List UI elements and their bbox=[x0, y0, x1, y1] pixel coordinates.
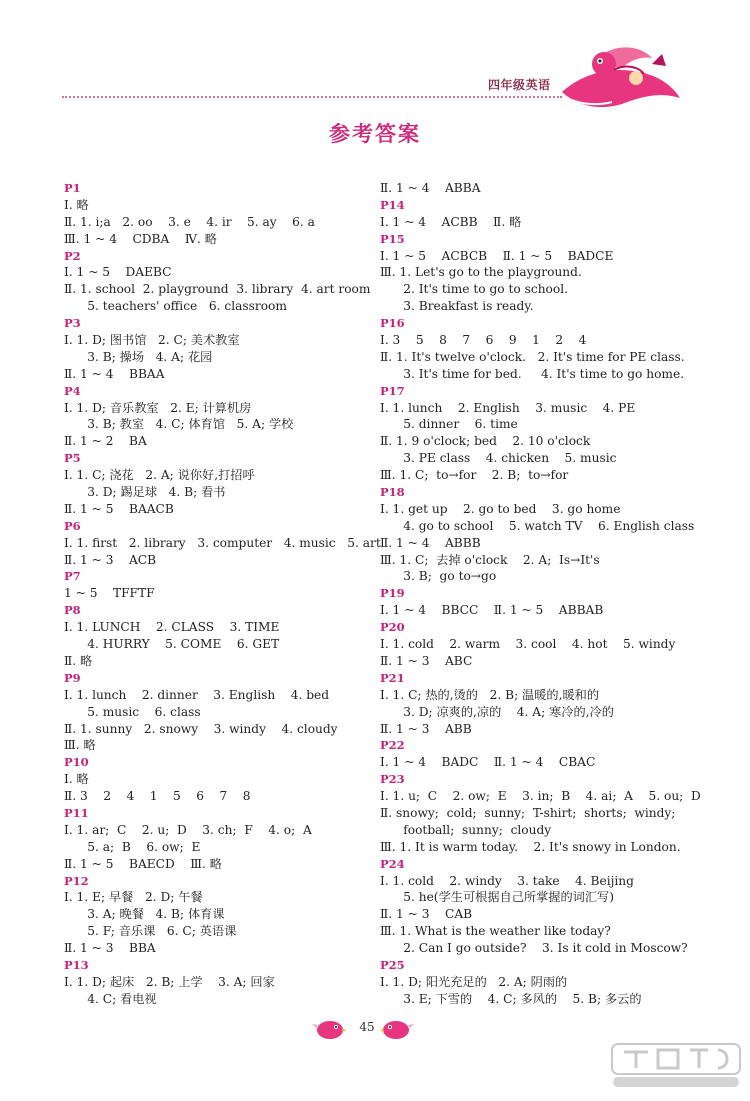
answer-line: 3. Breakfast is ready. bbox=[380, 299, 534, 314]
section-heading: P18 bbox=[380, 485, 405, 500]
answer-line: Ⅰ. 1. first 2. library 3. computer 4. music 5. art bbox=[64, 535, 381, 550]
answer-line: 3. A; 晚餐 4. B; 体育课 bbox=[64, 907, 225, 922]
answer-line: Ⅱ. 1. school 2. playground 3. library 4. art room bbox=[64, 282, 371, 297]
answer-line: Ⅰ. 1 ~ 5 DAEBC bbox=[64, 265, 172, 280]
page-title: 参考答案 bbox=[329, 122, 421, 146]
section-heading: P5 bbox=[64, 451, 81, 466]
answer-line: Ⅱ. 1 ~ 5 BAACB bbox=[64, 501, 174, 516]
header-tag: 四年级英语 bbox=[488, 78, 551, 92]
answer-line: 1 ~ 5 TFFTF bbox=[64, 586, 155, 601]
section-heading: P21 bbox=[380, 670, 405, 685]
answer-line: Ⅲ. 1 ~ 4 CDBA Ⅳ. 略 bbox=[64, 231, 217, 246]
answer-line: Ⅲ. 1. It is warm today. 2. It's snowy in London. bbox=[380, 839, 681, 854]
answer-line: Ⅰ. 1. C; 热的,烫的 2. B; 温暖的,暖和的 bbox=[380, 687, 600, 702]
answer-line: Ⅱ. 略 bbox=[64, 653, 93, 668]
section-heading: P13 bbox=[64, 957, 89, 972]
answer-line: 3. D; 踢足球 4. B; 看书 bbox=[64, 485, 226, 500]
answer-column-right bbox=[380, 180, 710, 1008]
section-heading: P4 bbox=[64, 383, 81, 398]
answer-line: Ⅰ. 1. C; 浇花 2. A; 说你好,打招呼 bbox=[64, 468, 255, 483]
section-heading: P7 bbox=[64, 569, 81, 584]
answer-line: Ⅰ. 略 bbox=[64, 772, 89, 787]
section-heading: P25 bbox=[380, 957, 405, 972]
answer-line: Ⅱ. 1. sunny 2. snowy 3. windy 4. cloudy bbox=[64, 721, 338, 736]
answer-line: Ⅱ. 1 ~ 3 ABB bbox=[380, 721, 472, 736]
page-number: 45 bbox=[359, 1020, 375, 1034]
answer-line: Ⅰ. 1. D; 图书馆 2. C; 美术教室 bbox=[64, 333, 240, 348]
answer-line: 5. F; 音乐课 6. C; 英语课 bbox=[64, 924, 237, 939]
answer-line: Ⅰ. 1. D; 音乐教室 2. E; 计算机房 bbox=[64, 400, 252, 415]
answer-line: Ⅱ. 1 ~ 4 ABBA bbox=[380, 181, 481, 195]
answer-line: Ⅱ. 1. It's twelve o'clock. 2. It's time for PE class. bbox=[380, 349, 685, 364]
answer-line: Ⅱ. 1 ~ 2 BA bbox=[64, 434, 147, 449]
answer-line: 3. B; 操场 4. A; 花园 bbox=[64, 349, 213, 364]
section-heading: P15 bbox=[380, 231, 405, 246]
answer-line: Ⅱ. 1 ~ 3 ABC bbox=[380, 653, 473, 668]
header-divider bbox=[62, 96, 562, 98]
answer-line: Ⅱ. 1 ~ 3 BBA bbox=[64, 941, 156, 956]
answer-line: Ⅲ. 1. Let's go to the playground. bbox=[380, 265, 582, 280]
answer-line: 5. a; B 6. ow; E bbox=[64, 839, 201, 854]
bird-icon bbox=[312, 1016, 346, 1040]
answer-line: Ⅰ. 1. D; 起床 2. B; 上学 3. A; 回家 bbox=[64, 974, 275, 989]
answer-line: Ⅲ. 1. What is the weather like today? bbox=[380, 924, 611, 939]
section-heading: P9 bbox=[64, 670, 81, 685]
bird-icon bbox=[380, 1016, 414, 1040]
watermark-logo bbox=[606, 1040, 746, 1098]
answer-line: Ⅰ. 1. lunch 2. dinner 3. English 4. bed bbox=[64, 687, 330, 702]
answer-line: 3. E; 下雪的 4. C; 多风的 5. B; 多云的 bbox=[380, 991, 642, 1006]
section-heading: P3 bbox=[64, 316, 81, 331]
answer-line: Ⅰ. 略 bbox=[64, 197, 89, 212]
section-heading: P1 bbox=[64, 181, 81, 195]
answer-line: football; sunny; cloudy bbox=[380, 822, 552, 837]
section-heading: P12 bbox=[64, 873, 89, 888]
answer-line: 3. It's time for bed. 4. It's time to go home. bbox=[380, 366, 685, 381]
section-heading: P2 bbox=[64, 248, 81, 263]
section-heading: P6 bbox=[64, 518, 81, 533]
answer-line: Ⅱ. 1. i;a 2. oo 3. e 4. ir 5. ay 6. a bbox=[64, 214, 315, 229]
answer-line: Ⅰ. 1. cold 2. warm 3. cool 4. hot 5. windy bbox=[380, 637, 676, 652]
answer-line: 3. PE class 4. chicken 5. music bbox=[380, 451, 617, 466]
answer-line: Ⅱ. 1 ~ 4 BBAA bbox=[64, 366, 165, 381]
answer-column-left bbox=[64, 180, 381, 1008]
section-heading: P22 bbox=[380, 738, 405, 753]
answer-line: 5. dinner 6. time bbox=[380, 417, 518, 432]
answer-line: Ⅱ. 1 ~ 3 ACB bbox=[64, 552, 157, 567]
answer-line: Ⅱ. snowy; cold; sunny; T-shirt; shorts; windy; bbox=[380, 805, 676, 820]
section-heading: P24 bbox=[380, 856, 405, 871]
answer-line: Ⅰ. 1 ~ 4 BADC Ⅱ. 1 ~ 4 CBAC bbox=[380, 755, 596, 770]
answer-line: 4. go to school 5. watch TV 6. English class bbox=[380, 518, 695, 533]
answer-line: Ⅰ. 1. LUNCH 2. CLASS 3. TIME bbox=[64, 620, 280, 635]
section-heading: P11 bbox=[64, 805, 89, 820]
section-heading: P16 bbox=[380, 316, 405, 331]
answer-line: Ⅱ. 1 ~ 5 BAECD Ⅲ. 略 bbox=[64, 856, 222, 871]
section-heading: P10 bbox=[64, 755, 89, 770]
answer-line: Ⅰ. 1. D; 阳光充足的 2. A; 阴雨的 bbox=[380, 974, 568, 989]
answer-line: Ⅰ. 1. lunch 2. English 3. music 4. PE bbox=[380, 400, 636, 415]
answer-line: Ⅰ. 1 ~ 4 BBCC Ⅱ. 1 ~ 5 ABBAB bbox=[380, 603, 604, 618]
answer-line: Ⅰ. 1 ~ 5 ACBCB Ⅱ. 1 ~ 5 BADCE bbox=[380, 248, 614, 263]
answer-line: 5. he(学生可根据自己所掌握的词汇写) bbox=[380, 890, 614, 905]
answer-line: 2. Can I go outside? 3. Is it cold in Moscow? bbox=[380, 941, 688, 956]
section-heading: P17 bbox=[380, 383, 405, 398]
answer-line: Ⅲ. 略 bbox=[64, 738, 96, 753]
section-heading: P20 bbox=[380, 620, 405, 635]
answer-line: 2. It's time to go to school. bbox=[380, 282, 568, 297]
answer-line: 5. teachers' office 6. classroom bbox=[64, 299, 287, 314]
answer-line: 3. D; 凉爽的,凉的 4. A; 寒冷的,冷的 bbox=[380, 704, 614, 719]
section-heading: P14 bbox=[380, 197, 405, 212]
answer-line: Ⅰ. 1. get up 2. go to bed 3. go home bbox=[380, 501, 621, 516]
answer-line: Ⅰ. 1. E; 早餐 2. D; 午餐 bbox=[64, 890, 203, 905]
answer-line: Ⅱ. 3 2 4 1 5 6 7 8 bbox=[64, 789, 251, 804]
answer-line: 4. HURRY 5. COME 6. GET bbox=[64, 637, 280, 652]
answer-line: Ⅱ. 1. 9 o'clock; bed 2. 10 o'clock bbox=[380, 434, 591, 449]
dragon-mascot-icon bbox=[552, 34, 684, 114]
answer-line: Ⅱ. 1 ~ 4 ABBB bbox=[380, 535, 481, 550]
answer-line: 5. music 6. class bbox=[64, 704, 201, 719]
section-heading: P23 bbox=[380, 772, 405, 787]
answer-line: 3. B; go to→go bbox=[380, 569, 497, 584]
section-heading: P19 bbox=[380, 586, 405, 601]
answer-line: Ⅰ. 1 ~ 4 ACBB Ⅱ. 略 bbox=[380, 214, 522, 229]
answer-line: Ⅰ. 1. u; C 2. ow; E 3. in; B 4. ai; A 5. ou; D bbox=[380, 789, 701, 804]
answer-line: Ⅲ. 1. C; 去掉 o'clock 2. A; Is→It's bbox=[380, 552, 600, 567]
section-heading: P8 bbox=[64, 603, 81, 618]
answer-line: 3. B; 教室 4. C; 体育馆 5. A; 学校 bbox=[64, 417, 294, 432]
answer-line: Ⅰ. 1. ar; C 2. u; D 3. ch; F 4. o; A bbox=[64, 822, 312, 837]
answer-line: Ⅱ. 1 ~ 3 CAB bbox=[380, 907, 473, 922]
answer-line: Ⅲ. 1. C; to→for 2. B; to→for bbox=[380, 468, 569, 483]
answer-line: Ⅰ. 3 5 8 7 6 9 1 2 4 bbox=[380, 333, 587, 348]
answer-line: Ⅰ. 1. cold 2. windy 3. take 4. Beijing bbox=[380, 873, 634, 888]
answer-line: 4. C; 看电视 bbox=[64, 991, 157, 1006]
